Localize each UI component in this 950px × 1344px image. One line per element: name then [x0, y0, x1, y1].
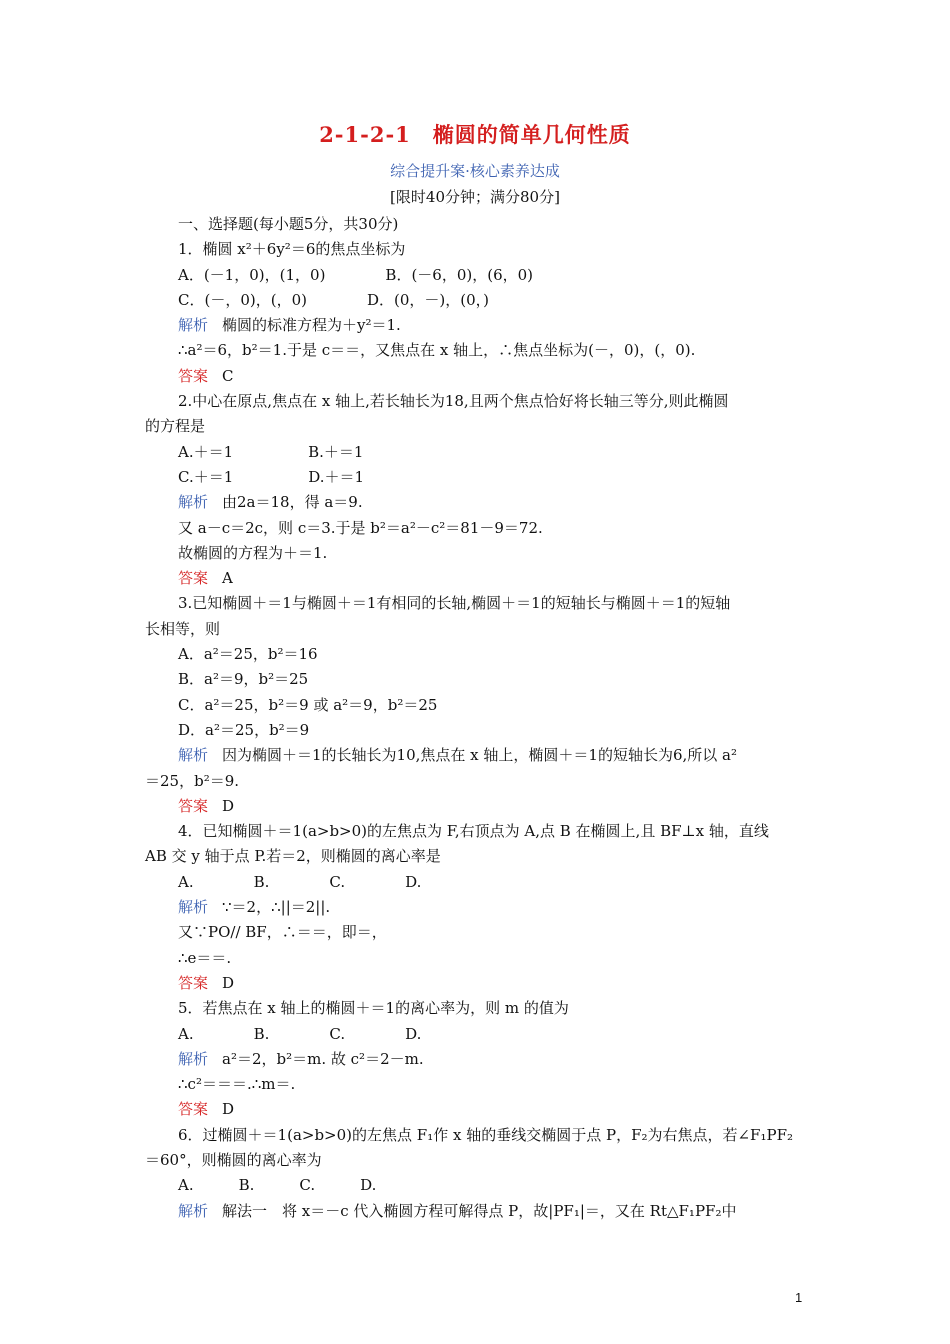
line-text: ＝60°，则椭圆的离心率为	[145, 1150, 322, 1169]
line-text: ＝25，b²＝9.	[145, 771, 240, 790]
text-line	[145, 1173, 810, 1198]
text-line	[145, 718, 810, 743]
line-text: 4．已知椭圆＋＝1(a>b>0)的左焦点为 F,右顶点为 A,点 B 在椭圆上,且 BF⊥x 轴，直线	[178, 822, 769, 841]
text-line	[145, 440, 810, 465]
analysis-label: 解析	[178, 746, 209, 765]
line-text: ∵＝2，∴||＝2||.	[222, 898, 331, 917]
line-text: ∴e＝＝.	[178, 948, 232, 967]
text-line	[145, 642, 810, 667]
line-text: A．a²＝25，b²＝16	[178, 645, 318, 664]
line-text: 解法一 将 x＝－c 代入椭圆方程可解得点 P，故|PF₁|＝，又在 Rt△F₁PF₂中	[222, 1201, 737, 1220]
answer-label: 答案	[178, 1100, 209, 1119]
text-line	[145, 1148, 810, 1173]
text-line	[145, 566, 810, 591]
line-text: 的方程是	[145, 417, 206, 436]
page-number: 1	[795, 1290, 803, 1305]
text-line	[145, 895, 810, 920]
text-line	[145, 844, 810, 869]
answer-label: 答案	[178, 973, 209, 992]
line-text: D	[222, 973, 235, 992]
line-text: 又 a－c＝2c，则 c＝3.于是 b²＝a²－c²＝81－9＝72.	[178, 518, 543, 537]
text-line	[145, 237, 810, 262]
line-text: 椭圆的标准方程为＋y²＝1.	[222, 316, 401, 335]
line-text: C	[222, 366, 234, 385]
text-line	[145, 617, 810, 642]
page-subtitle: 综合提升案·核心素养达成	[390, 162, 560, 180]
text-line	[145, 1097, 810, 1122]
line-text: B．a²＝9，b²＝25	[178, 670, 309, 689]
text-line	[145, 971, 810, 996]
answer-label: 答案	[178, 796, 209, 815]
text-line	[145, 1199, 810, 1224]
text-line	[145, 465, 810, 490]
text-line	[145, 1072, 810, 1097]
text-line	[145, 389, 810, 414]
text-line	[145, 414, 810, 439]
line-text: 又∵PO// BF，∴＝＝，即＝，	[178, 923, 387, 942]
line-text: D	[222, 1100, 235, 1119]
text-line	[145, 288, 810, 313]
text-line	[145, 769, 810, 794]
line-text: 6．过椭圆＋＝1(a>b>0)的左焦点 F₁作 x 轴的垂线交椭圆于点 P，F₂为右焦点，若∠F₁PF₂	[178, 1125, 793, 1144]
line-text: ∴a²＝6，b²＝1.于是 c＝＝，又焦点在 x 轴上，∴焦点坐标为(－，0)，(，0).	[178, 341, 696, 360]
text-line	[145, 743, 810, 768]
text-line	[145, 794, 810, 819]
line-text: C．a²＝25，b²＝9 或 a²＝9，b²＝25	[178, 695, 438, 714]
line-text: 因为椭圆＋＝1的长轴长为10,焦点在 x 轴上，椭圆＋＝1的短轴长为6,所以 a²	[222, 746, 737, 765]
line-text: A．(－1，0)，(1，0) B．(－6，0)，(6，0)	[178, 265, 534, 284]
text-line	[145, 541, 810, 566]
line-text: AB 交 y 轴于点 P.若＝2，则椭圆的离心率是	[145, 847, 441, 866]
text-line	[145, 490, 810, 515]
text-line	[145, 263, 810, 288]
line-text: 3.已知椭圆＋＝1与椭圆＋＝1有相同的长轴,椭圆＋＝1的短轴长与椭圆＋＝1的短轴	[178, 594, 731, 613]
page-title: 2-1-2-1 椭圆的简单几何性质	[319, 122, 631, 147]
line-text: 由2a＝18，得 a＝9.	[222, 493, 363, 512]
analysis-label: 解析	[178, 1201, 209, 1220]
line-text: D	[222, 796, 235, 815]
analysis-label: 解析	[178, 898, 209, 917]
analysis-label: 解析	[178, 1049, 209, 1068]
text-line	[145, 1047, 810, 1072]
text-line	[145, 1022, 810, 1047]
line-text: A. B. C. D.	[178, 1024, 422, 1043]
line-text: 故椭圆的方程为＋＝1.	[178, 543, 328, 562]
line-text: 长相等，则	[145, 619, 221, 638]
analysis-label: 解析	[178, 316, 209, 335]
answer-label: 答案	[178, 366, 209, 385]
analysis-label: 解析	[178, 493, 209, 512]
text-line	[145, 693, 810, 718]
text-line	[145, 920, 810, 945]
line-text: D．a²＝25，b²＝9	[178, 720, 310, 739]
line-text: 1．椭圆 x²＋6y²＝6的焦点坐标为	[178, 240, 406, 259]
line-text: C．(－，0)，(，0) D．(0，－)，(0，)	[178, 290, 489, 309]
text-line	[145, 1123, 810, 1148]
text-line	[145, 591, 810, 616]
answer-label: 答案	[178, 569, 209, 588]
text-line	[145, 667, 810, 692]
text-line	[145, 946, 810, 971]
line-text: C.＋＝1 D.＋＝1	[178, 467, 365, 486]
line-text: A. B. C. D.	[178, 872, 422, 891]
time-limit: [限时40分钟；满分80分]	[390, 188, 560, 206]
section-heading: 一、选择题(每小题5分，共30分)	[178, 215, 399, 233]
text-line	[145, 313, 810, 338]
text-line	[145, 870, 810, 895]
line-text: A.＋＝1 B.＋＝1	[178, 442, 364, 461]
text-line	[145, 516, 810, 541]
text-line	[145, 364, 810, 389]
text-lines	[145, 237, 810, 1224]
line-text: a²＝2，b²＝m. 故 c²＝2－m.	[222, 1049, 424, 1068]
line-text: ∴c²＝＝＝.∴m＝.	[178, 1075, 296, 1094]
text-line	[145, 996, 810, 1021]
line-text: A. B. C. D.	[178, 1176, 377, 1195]
document-body	[145, 212, 810, 1224]
text-line	[145, 819, 810, 844]
text-line	[145, 338, 810, 363]
line-text: 5．若焦点在 x 轴上的椭圆＋＝1的离心率为，则 m 的值为	[178, 999, 569, 1018]
line-text: A	[222, 569, 233, 588]
line-text: 2.中心在原点,焦点在 x 轴上,若长轴长为18,且两个焦点恰好将长轴三等分,则此椭圆	[178, 392, 729, 411]
